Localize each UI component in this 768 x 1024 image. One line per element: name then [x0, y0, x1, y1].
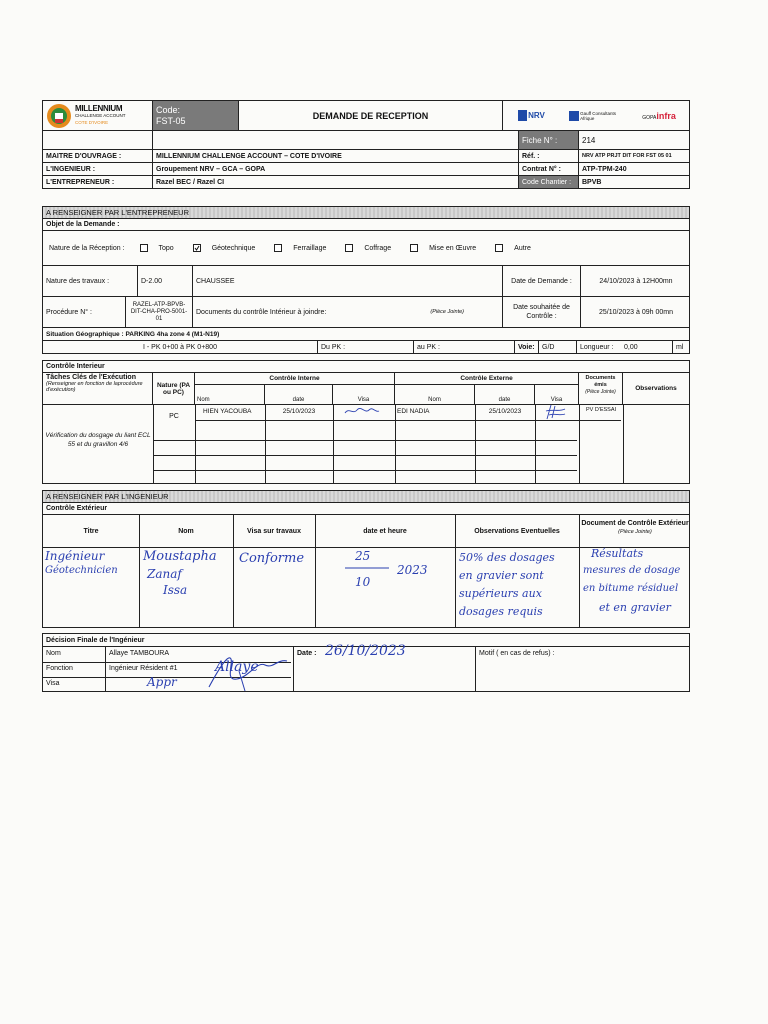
nature-reception	[43, 231, 689, 265]
hw-date-year: 2023	[397, 563, 428, 577]
mca-seal-icon	[46, 103, 72, 129]
engineer-signature-icon	[203, 651, 293, 693]
nature-reception-row	[42, 230, 690, 266]
interne-date-header: date	[265, 385, 333, 405]
nrv-logo: NRV	[518, 110, 545, 121]
au-pk-label: au PK :	[417, 343, 440, 351]
header-row	[42, 100, 690, 131]
nature-pa-pc-header: Nature (PA ou PC)	[153, 373, 195, 405]
doc-emis-value: PV D'ESSAI	[585, 407, 617, 413]
fiche-label: Fiche N° :	[519, 131, 579, 149]
decision-hw-date: 26/10/2023	[325, 643, 406, 659]
taches-label: Tâches Clés de l'Exécution	[46, 374, 136, 381]
hw-doc-line1: Résultats	[591, 547, 644, 560]
voie-value: G/D	[539, 341, 577, 353]
hw-obs-line1: 50% des dosages	[459, 551, 555, 564]
documents-joindre	[193, 297, 503, 327]
externe-date-header: date	[475, 385, 535, 405]
du-pk-label: Du PK :	[318, 341, 414, 353]
doc-title: DEMANDE DE RECEPTION	[239, 101, 503, 130]
piece-jointe-note: (Pièce Jointe)	[430, 309, 464, 315]
fiche-blank-2	[153, 131, 519, 149]
hw-obs-line3: supérieurs aux	[459, 587, 542, 600]
pk-range: I - PK 0+00 à PK 0+800	[43, 341, 318, 353]
controle-externe-header: Contrôle Externe	[395, 373, 579, 385]
controle-exterieur-table	[42, 514, 690, 628]
code-value: FST-05	[156, 115, 186, 126]
longueur-unit: ml	[676, 343, 684, 351]
documents-emis-header	[579, 373, 623, 405]
observations-eventuelles-header: Observations Eventuelles	[474, 527, 560, 535]
checkbox-icon[interactable]	[410, 244, 418, 252]
decision-date-label: Date :	[297, 650, 317, 657]
nature-travaux-row	[42, 265, 690, 297]
procedure-row	[42, 296, 690, 328]
mca-logo	[43, 101, 153, 130]
nature-travaux-code: D-2.00	[138, 266, 193, 296]
procedure-value: RAZEL-ATP-BPVB-DIT-CHA-PRO-5001-01	[126, 297, 193, 327]
checkbox-icon[interactable]	[140, 244, 148, 252]
ingenieur-value: Groupement NRV – GCA – GOPA	[153, 163, 519, 175]
externe-date: 25/10/2023	[488, 408, 522, 415]
hw-obs-line4: dosages requis	[459, 605, 543, 618]
hw-date-day: 25	[355, 549, 371, 563]
logo-subtitle: CHALLENGE ACCOUNT	[75, 113, 126, 118]
code-box	[153, 101, 239, 130]
gca-logo: Gauff Consultants Afrique	[569, 111, 618, 121]
decision-title: Décision Finale de l'Ingénieur	[46, 636, 145, 644]
objet-label: Objet de la Demande :	[46, 221, 120, 228]
gopa-logo: GOPAinfra	[642, 110, 676, 121]
chantier-value: BPVB	[582, 178, 602, 186]
hw-titre-line2: Géotechnicien	[45, 565, 118, 576]
date-heure-header: date et heure	[363, 527, 407, 535]
reception-option-label: Mise en Œuvre	[429, 244, 477, 252]
ingenieur-section-title: A RENSEIGNER PAR L'INGENIEUR	[46, 492, 169, 501]
checkbox-icon[interactable]	[274, 244, 282, 252]
ingenieur-label: L'INGENIEUR :	[43, 163, 153, 175]
interne-visa-header: Visa	[333, 385, 395, 405]
nom-header: Nom	[178, 527, 194, 535]
decision-motif-label: Motif ( en cas de refus) :	[479, 650, 555, 657]
decision-visa-label: Visa	[46, 680, 60, 687]
reception-option[interactable]	[405, 245, 476, 252]
date-souhaitee-label: Date souhaitée de Contrôle :	[503, 297, 581, 327]
visa-travaux-header: Visa sur travaux	[247, 527, 301, 535]
checkbox-checked-icon[interactable]	[193, 244, 201, 252]
hw-titre-line1: Ingénieur	[45, 549, 105, 563]
task-description: Vérification du dosgage du liant ECL 55 et du gravillon 4/6	[45, 432, 151, 448]
fiche-row	[42, 130, 690, 150]
hw-doc-line4: et en gravier	[599, 601, 671, 614]
hw-obs-line2: en gravier sont	[459, 569, 544, 582]
reception-option-label: Autre	[514, 244, 531, 252]
hw-doc-line2: mesures de dosage	[583, 565, 681, 576]
decision-table	[42, 643, 690, 692]
decision-nom-label: Nom	[46, 650, 61, 657]
interne-date: 25/10/2023	[282, 408, 316, 415]
logo-country: COTE D'IVOIRE	[75, 120, 109, 125]
date-souhaitee-value: 25/10/2023 à 09h 00mn	[599, 308, 673, 316]
taches-header	[43, 373, 153, 405]
reception-option[interactable]	[188, 245, 256, 252]
externe-visa-header: Visa	[535, 385, 579, 405]
titre-header: Titre	[83, 527, 99, 535]
nature-travaux-label: Nature des travaux :	[43, 266, 138, 296]
chantier-label: Code Chantier :	[519, 176, 579, 188]
externe-nom-header: Nom	[395, 385, 475, 405]
hw-nom-line1: Moustapha	[143, 549, 217, 564]
maitre-value: MILLENNIUM CHALLENGE ACCOUNT – COTE D'IVOIRE	[153, 150, 519, 162]
taches-note: (Renseigner en fonction de laprocédure d'exécution)	[46, 381, 143, 393]
nature-travaux-value: CHAUSSEE	[193, 266, 503, 296]
reception-option-label: Géotechnique	[211, 244, 256, 252]
decision-fonction-label: Fonction	[46, 665, 73, 672]
document-controle-header	[579, 519, 691, 537]
entrepreneur-value: Razel BEC / Razel CI	[153, 176, 519, 188]
document-controle-label: Document de Contrôle Extérieur	[581, 520, 689, 527]
controle-interieur-table	[42, 372, 690, 484]
situation-label: Situation Géographique : PARKING 4ha zone 4 (M1-N19)	[46, 330, 220, 338]
checkbox-icon[interactable]	[495, 244, 503, 252]
interne-nom-header: Nom	[195, 385, 265, 405]
maitre-label: MAITRE D'OUVRAGE :	[43, 150, 153, 162]
date-demande-label: Date de Demande :	[503, 266, 581, 296]
reception-option-label: Topo	[158, 244, 174, 252]
externe-visa-signature-icon	[543, 403, 569, 423]
documents-joindre-label: Documents du contrôle Intérieur à joindre:	[196, 308, 327, 316]
nature-value: PC	[169, 413, 179, 420]
hw-nom-line2: Zanaf	[147, 567, 182, 581]
checkbox-icon[interactable]	[345, 244, 353, 252]
reception-option[interactable]	[135, 245, 174, 252]
maitre-row	[42, 149, 690, 163]
longueur-label: Longueur :	[580, 343, 614, 351]
reception-options	[135, 244, 545, 252]
interne-visa-signature-icon	[343, 405, 381, 417]
situation-row	[42, 327, 690, 341]
nature-reception-label: Nature de la Réception :	[49, 244, 125, 252]
nrv-mark-icon	[518, 110, 527, 121]
documents-emis-label: Documents émis	[585, 375, 616, 388]
hw-visa-conforme: Conforme	[239, 551, 305, 566]
controle-interne-header: Contrôle Interne	[195, 373, 395, 385]
contrat-value: ATP-TPM-240	[582, 165, 627, 173]
decision-hw-visa: Appr	[147, 675, 177, 689]
reception-option[interactable]	[340, 245, 391, 252]
fiche-number: 214	[582, 135, 596, 145]
pk-row	[42, 340, 690, 354]
entrepreneur-row	[42, 175, 690, 189]
gca-mark-icon	[569, 111, 579, 121]
voie-label: Voie:	[514, 341, 539, 353]
ingenieur-row	[42, 162, 690, 176]
hw-doc-line3: en bitume résiduel	[583, 583, 679, 594]
reception-option-label: Coffrage	[364, 244, 392, 252]
controle-exterieur-label: Contrôle Extérieur	[46, 505, 108, 512]
procedure-label: Procédure N° :	[43, 297, 126, 327]
hw-date-month: 10	[355, 575, 371, 589]
reception-option[interactable]	[490, 245, 531, 252]
observations-header: Observations	[623, 373, 689, 405]
partner-logos	[503, 101, 691, 130]
logo-title: MILLENNIUM	[75, 104, 123, 113]
contrat-label: Contrat N° :	[519, 163, 579, 175]
fiche-blank-1	[43, 131, 153, 149]
ref-label: Réf. :	[519, 150, 579, 162]
longueur-value: 0,00	[621, 341, 673, 353]
externe-nom: EDI NADIA	[397, 408, 430, 415]
entrepreneur-label: L'ENTREPRENEUR :	[43, 176, 153, 188]
decision-nom-value: Allaye TAMBOURA	[109, 650, 170, 657]
reception-option[interactable]	[269, 245, 326, 252]
decision-hw-signature: Allaye	[215, 659, 259, 675]
code-label: Code:	[156, 104, 181, 115]
interne-nom: HIEN YACOUBA	[203, 408, 252, 415]
reception-option-label: Ferraillage	[293, 244, 327, 252]
documents-emis-note: (Pièce Jointe)	[585, 389, 616, 395]
controle-interieur-title: Contrôle Interieur	[46, 363, 105, 370]
hw-nom-line3: Issa	[163, 583, 188, 597]
hw-date-fraction-line-icon	[343, 565, 393, 571]
date-demande-value: 24/10/2023 à 12H00mn	[599, 277, 673, 285]
ref-value: NRV ATP PRJT DIT FOR FST 05 01	[582, 153, 672, 159]
decision-fonction-value: Ingénieur Résident #1	[109, 665, 178, 672]
document-controle-note: (Pièce Jointe)	[618, 529, 652, 535]
entrepreneur-section-title: A RENSEIGNER PAR L'ENTREPRENEUR	[46, 208, 189, 217]
